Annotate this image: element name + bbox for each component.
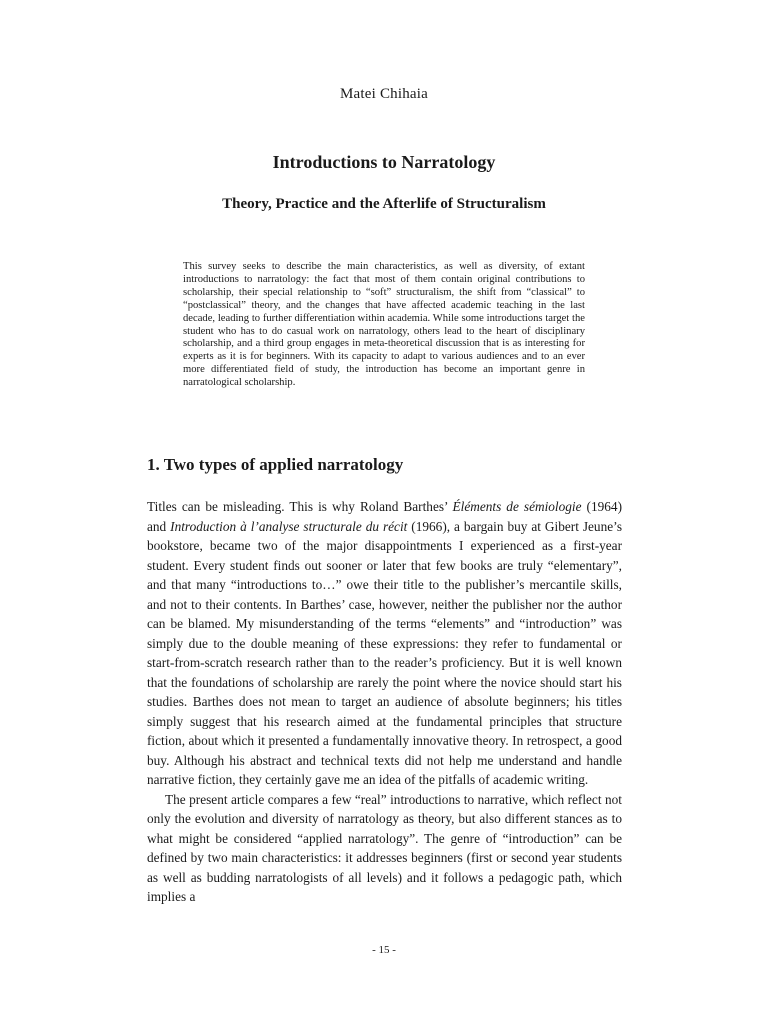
book-title-elements: Éléments de sémiologie (452, 499, 582, 514)
abstract: This survey seeks to describe the main characteristics, as well as diversity, of extant introductions to narratology: the fact that most of them contain original contributions to scholarship, their special relationship to “soft” structuralism, the shift from “classical” to “postclassical” theory, and the changes that have affected academic teaching in the last decade, leading to further differentiation within academia. While some introductions target the student who has to do casual work on narratology, others lead to the heart of disciplinary scholarship, and a third group engages in meta-theoretical discussion that is as interesting for experts as it is for beginners. With its capacity to adapt to various audiences and to an ever more differentiated field of study, the introduction has become an important genre in narratological scholarship. (183, 261, 585, 389)
paragraph-1 (147, 497, 622, 790)
body-text (147, 497, 622, 907)
section-heading: 1. Two types of applied narratology (147, 455, 404, 474)
page-number: - 15 - (372, 944, 396, 956)
article-subtitle: Theory, Practice and the Afterlife of Structuralism (222, 196, 546, 212)
article-title: Introductions to Narratology (272, 152, 496, 172)
paragraph-1-segment-2: (1964) and (147, 499, 622, 534)
paragraph-1-segment-1: Titles can be misleading. This is why Roland Barthes’ (147, 499, 453, 514)
paragraph-2: The present article compares a few “real” introductions to narrative, which reflect not only the evolution and diversity of narratology as theory, but also different stances as to what might be considered “applied narratology”. The genre of “introduction” can be defined by two main characteristics: it addresses beginners (first or second year students as well as budding narratologists of all levels) and it follows a pedagogic path, which implies a (147, 791, 622, 904)
paragraph-1-segment-3: (1966), a bargain buy at Gibert Jeune’s bookstore, became two of the major disappointments I experienced as a first-year student. Every student finds out sooner or later that few books are truly “elementary”, and that many “introductions to…” owe their title to the publisher’s mercantile skills, and not to their contents. In Barthes’ case, however, neither the publisher nor the author can be blamed. My misunderstanding of the terms “elements” and “introduction” was simply due to the double meaning of these expressions: they refer to fundamental or start-from-scratch research rather than to the reader’s proficiency. But it is well known that the foundations of scholarship are rarely the point where the novice should start his studies. Barthes does not mean to target an audience of absolute beginners; his titles simply suggest that his research aimed at the fundamental principles that structure fiction, about which it presented a fundamentally innovative theory. In retrospect, a good buy. Although his abstract and technical texts did not help me understand and handle narrative fiction, they certainly gave me an idea of the pitfalls of academic writing. (147, 518, 623, 787)
book-title-introduction: Introduction à l’analyse structurale du récit (170, 518, 408, 534)
author-name: Matei Chihaia (340, 86, 428, 102)
